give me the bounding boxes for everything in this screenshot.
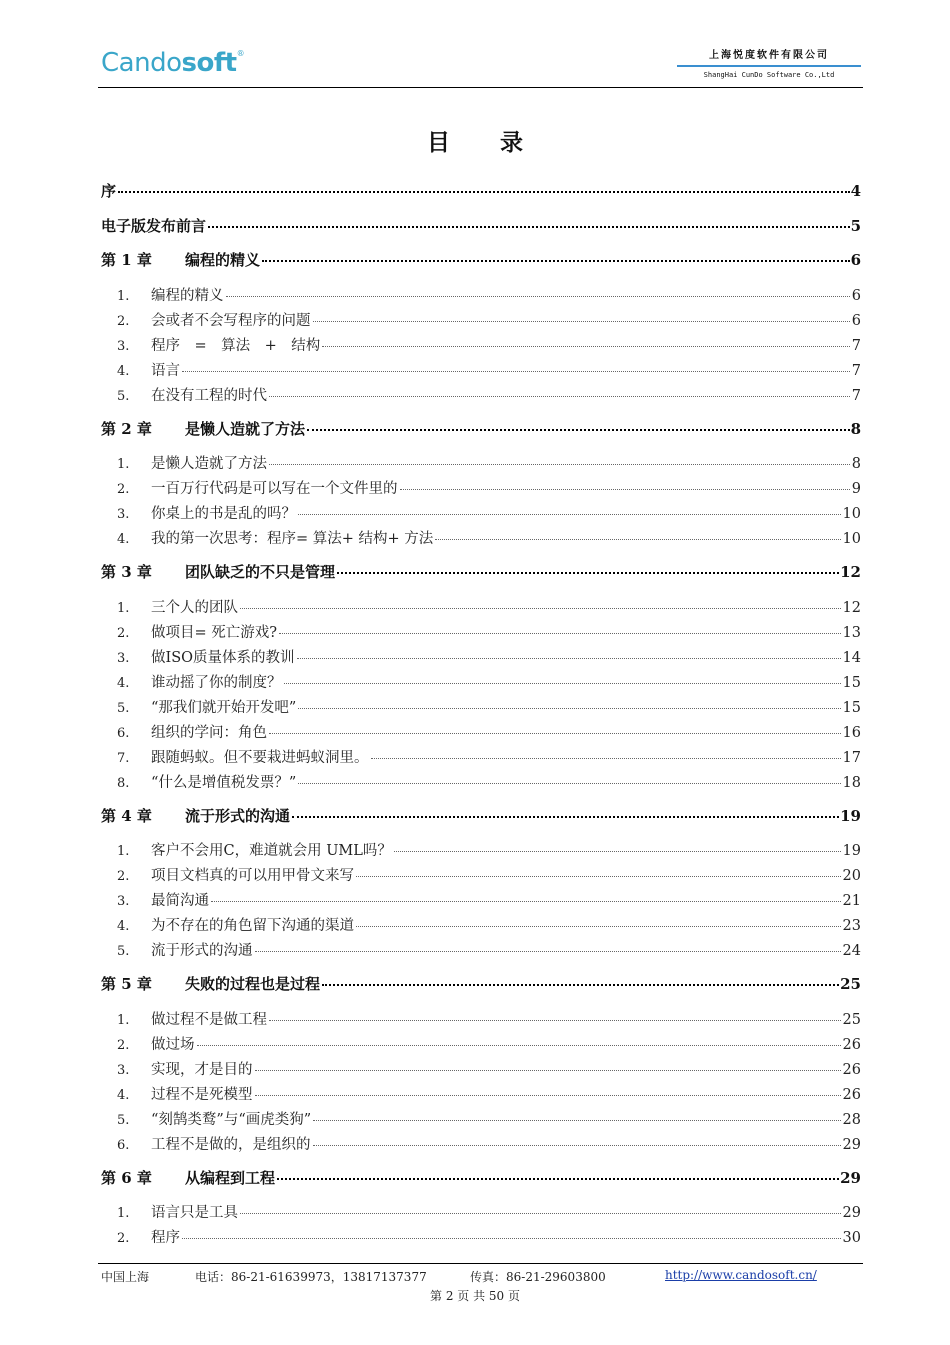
toc-chapter-entry[interactable] (101, 561, 861, 582)
toc-section-number: 3. (117, 339, 130, 354)
toc-section-entry[interactable] (101, 502, 861, 523)
toc-entry-title: 做ISO质量体系的教训 (151, 650, 295, 666)
toc-chapter-label: 第 5 章 (101, 975, 152, 993)
toc-leader-dots (313, 321, 850, 322)
toc-section-entry[interactable] (101, 939, 861, 960)
toc-entry-title: 最简沟通 (151, 893, 209, 909)
toc-section-number: 4. (117, 919, 130, 934)
toc-entry-title: 一百万行代码是可以写在一个文件里的 (151, 481, 398, 497)
toc-leader-dots (269, 464, 850, 465)
page-number: 第 2 页 共 50 页 (430, 1289, 520, 1303)
toc-entry-title: 程序 (151, 1230, 180, 1246)
toc-leader-dots (197, 1045, 841, 1046)
toc-entry-title: 会或者不会写程序的问题 (151, 313, 311, 329)
toc-entry-title: 编程的精义 (185, 251, 261, 269)
toc-leader-dots (211, 901, 841, 902)
toc-entry-title: 是懒人造就了方法 (185, 420, 306, 438)
toc-entry-title: 跟随蚂蚁。但不要栽进蚂蚁洞里。 (151, 750, 369, 766)
toc-leader-dots (322, 346, 849, 347)
toc-leader-dots (255, 951, 841, 952)
company-name-en: ShangHai CunDo Software Co.,Ltd (703, 71, 835, 79)
toc-entry-title: 组织的学问：角色 (151, 725, 267, 741)
toc-entry-title: “什么是增值税发票？” (151, 775, 297, 791)
toc-entry-title: 工程不是做的，是组织的 (151, 1137, 311, 1153)
toc-entry-title: 做过场 (151, 1037, 195, 1053)
toc-section-entry[interactable] (101, 1226, 861, 1247)
toc-section-number: 5. (117, 1113, 130, 1128)
toc-page-number: 26 (842, 1087, 861, 1103)
toc-page-number: 4 (850, 182, 861, 200)
toc-entry-title: 流于形式的沟通 (151, 943, 253, 959)
toc-chapter-label: 第 6 章 (101, 1169, 152, 1187)
toc-page-number: 24 (842, 943, 861, 959)
toc-section-entry[interactable] (101, 771, 861, 792)
toc-entry-title: 做项目= 死亡游戏? (151, 625, 278, 641)
toc-entry-title: 过程不是死模型 (151, 1087, 253, 1103)
toc-leader-dots (240, 608, 841, 609)
toc-leader-dots (356, 926, 841, 927)
toc-page-number: 13 (842, 625, 861, 641)
toc-leader-dots (298, 514, 841, 515)
toc-leader-dots (262, 260, 850, 262)
toc-entry-title: 谁动摇了你的制度？ (151, 675, 282, 691)
toc-section-entry[interactable] (101, 527, 861, 548)
toc-page-number: 25 (842, 1012, 861, 1028)
toc-leader-dots (356, 876, 841, 877)
toc-section-number: 6. (117, 1138, 130, 1153)
toc-chapter-label: 第 1 章 (101, 251, 152, 269)
toc-section-number: 1. (117, 1206, 130, 1221)
toc-leader-dots (371, 758, 841, 759)
toc-leader-dots (118, 191, 850, 193)
toc-entry-title: 从编程到工程 (185, 1169, 276, 1187)
toc-page-number: 19 (842, 843, 861, 859)
toc-section-number: 2. (117, 869, 130, 884)
toc-section-number: 3. (117, 1063, 130, 1078)
toc-section-entry[interactable] (101, 746, 861, 767)
toc-page-number: 10 (842, 531, 861, 547)
toc-page-number: 6 (851, 288, 861, 304)
toc-page-number: 23 (842, 918, 861, 934)
toc-leader-dots (313, 1120, 840, 1121)
toc-section-number: 1. (117, 601, 130, 616)
toc-entry-title: 程序 = 算法 + 结构 (151, 338, 321, 354)
footer-fax: 传真：86-21-29603800 (470, 1270, 606, 1284)
toc-entry-title: “那我们就开始开发吧” (151, 700, 297, 716)
toc-section-number: 4. (117, 676, 130, 691)
toc-page-number: 8 (850, 420, 861, 438)
toc-section-number: 1. (117, 1013, 130, 1028)
toc-leader-dots (226, 296, 850, 297)
toc-page-number: 20 (842, 868, 861, 884)
toc-section-number: 3. (117, 651, 130, 666)
toc-section-entry[interactable] (101, 914, 861, 935)
toc-page-number: 12 (840, 563, 861, 581)
footer-website-link[interactable]: http://www.candosoft.cn/ (665, 1268, 817, 1282)
toc-section-number: 1. (117, 457, 130, 472)
toc-page-number: 30 (842, 1230, 861, 1246)
toc-entry-title: 在没有工程的时代 (151, 388, 267, 404)
toc-section-entry[interactable] (101, 1201, 861, 1222)
toc-section-number: 1. (117, 289, 130, 304)
toc-page-number: 7 (851, 388, 861, 404)
toc-section-number: 2. (117, 314, 130, 329)
toc-chapter-entry[interactable] (101, 973, 861, 994)
toc-section-entry[interactable] (101, 1058, 861, 1079)
toc-section-entry[interactable] (101, 646, 861, 667)
toc-page-number: 17 (842, 750, 861, 766)
toc-entry-title: “刻鹄类鹜”与“画虎类狗” (151, 1112, 312, 1128)
toc-section-entry[interactable] (101, 384, 861, 405)
toc-section-number: 1. (117, 844, 130, 859)
toc-page-number: 26 (842, 1062, 861, 1078)
toc-leader-dots (292, 816, 839, 818)
toc-page-number: 10 (842, 506, 861, 522)
toc-entry-title: 语言 (151, 363, 180, 379)
toc-page-number: 12 (842, 600, 861, 616)
toc-page-number: 29 (840, 1169, 861, 1187)
toc-page-number: 8 (851, 456, 861, 472)
toc-section-number: 5. (117, 389, 130, 404)
toc-leader-dots (284, 683, 841, 684)
toc-page-number: 19 (840, 807, 861, 825)
toc-page-number: 18 (842, 775, 861, 791)
toc-chapter-entry[interactable] (101, 180, 861, 201)
toc-entry-title: 实现，才是目的 (151, 1062, 253, 1078)
toc-leader-dots (277, 1178, 839, 1180)
toc-chapter-entry[interactable] (101, 249, 861, 270)
toc-section-entry[interactable] (101, 359, 861, 380)
toc-leader-dots (240, 1213, 841, 1214)
toc-chapter-label: 第 2 章 (101, 420, 152, 438)
toc-chapter-entry[interactable] (101, 418, 861, 439)
toc-page-number: 21 (842, 893, 861, 909)
company-logo (101, 50, 244, 76)
toc-entry-title: 项目文档真的可以用甲骨文来写 (151, 868, 354, 884)
toc-leader-dots (269, 1020, 841, 1021)
toc-section-entry[interactable] (101, 309, 861, 330)
toc-page-number: 6 (850, 251, 861, 269)
toc-entry-title: 语言只是工具 (151, 1205, 238, 1221)
toc-page-number: 25 (840, 975, 861, 993)
toc-page-number: 26 (842, 1037, 861, 1053)
toc-page-number: 28 (842, 1112, 861, 1128)
toc-section-number: 5. (117, 944, 130, 959)
toc-section-number: 2. (117, 626, 130, 641)
title-char-left: 目 (427, 130, 450, 156)
toc-section-entry[interactable] (101, 284, 861, 305)
toc-entry-title: 失败的过程也是过程 (185, 975, 321, 993)
toc-section-number: 2. (117, 1038, 130, 1053)
company-name-cn: 上海悦度软件有限公司 (709, 50, 829, 61)
toc-entry-title: 我的第一次思考：程序= 算法+ 结构+ 方法 (151, 531, 434, 547)
toc-section-number: 4. (117, 1088, 130, 1103)
toc-page-number: 14 (842, 650, 861, 666)
toc-chapter-entry[interactable] (101, 805, 861, 826)
toc-section-entry[interactable] (101, 696, 861, 717)
toc-page-number: 29 (842, 1205, 861, 1221)
toc-section-number: 3. (117, 507, 130, 522)
toc-page-number: 7 (851, 363, 861, 379)
toc-leader-dots (255, 1095, 841, 1096)
toc-section-entry[interactable] (101, 1083, 861, 1104)
registered-mark: ® (236, 49, 245, 58)
toc-page-number: 5 (850, 217, 861, 235)
toc-entry-title: 团队缺乏的不只是管理 (185, 563, 336, 581)
toc-chapter-label: 第 3 章 (101, 563, 152, 581)
toc-section-entry[interactable] (101, 334, 861, 355)
toc-entry-title: 客户不会用C，难道就会用 UML吗？ (151, 843, 392, 859)
toc-leader-dots (182, 371, 850, 372)
toc-leader-dots (298, 783, 840, 784)
footer-location: 中国上海 (101, 1270, 150, 1284)
toc-leader-dots (337, 572, 839, 574)
toc-section-entry[interactable] (101, 452, 861, 473)
toc-entry-title: 编程的精义 (151, 288, 224, 304)
toc-section-entry[interactable] (101, 621, 861, 642)
toc-entry-title: 做过程不是做工程 (151, 1012, 267, 1028)
toc-chapter-entry[interactable] (101, 215, 861, 236)
toc-page-number: 6 (851, 313, 861, 329)
toc-entry-title: 三个人的团队 (151, 600, 238, 616)
toc-leader-dots (208, 226, 850, 228)
toc-leader-dots (182, 1238, 841, 1239)
toc-section-number: 3. (117, 894, 130, 909)
toc-section-entry[interactable] (101, 477, 861, 498)
toc-section-entry[interactable] (101, 671, 861, 692)
logo-text-soft: soft (181, 48, 237, 78)
toc-section-number: 5. (117, 701, 130, 716)
toc-section-entry[interactable] (101, 721, 861, 742)
toc-section-entry[interactable] (101, 839, 861, 860)
toc-section-entry[interactable] (101, 889, 861, 910)
toc-section-number: 4. (117, 364, 130, 379)
logo-text-cando: Cando (101, 48, 182, 78)
toc-section-entry[interactable] (101, 1008, 861, 1029)
header-divider (98, 87, 863, 88)
page-title (0, 124, 950, 157)
toc-section-number: 7. (117, 751, 130, 766)
toc-section-entry[interactable] (101, 596, 861, 617)
toc-leader-dots (279, 633, 841, 634)
toc-entry-title: 你桌上的书是乱的吗？ (151, 506, 296, 522)
toc-page-number: 15 (842, 675, 861, 691)
toc-page-number: 9 (851, 481, 861, 497)
toc-entry-title: 是懒人造就了方法 (151, 456, 267, 472)
title-char-right: 录 (500, 130, 523, 156)
toc-section-number: 2. (117, 482, 130, 497)
toc-page-number: 15 (842, 700, 861, 716)
toc-leader-dots (307, 429, 850, 431)
toc-leader-dots (297, 658, 841, 659)
toc-chapter-label: 第 4 章 (101, 807, 152, 825)
toc-chapter-entry[interactable] (101, 1167, 861, 1188)
toc-entry-title: 流于形式的沟通 (185, 807, 291, 825)
toc-section-number: 2. (117, 1231, 130, 1246)
footer-divider (98, 1263, 863, 1264)
toc-section-entry[interactable] (101, 1108, 861, 1129)
toc-leader-dots (269, 733, 841, 734)
toc-leader-dots (400, 489, 850, 490)
toc-page-number: 7 (851, 338, 861, 354)
toc-leader-dots (435, 539, 840, 540)
toc-page-number: 16 (842, 725, 861, 741)
toc-leader-dots (255, 1070, 841, 1071)
toc-section-entry[interactable] (101, 1033, 861, 1054)
toc-leader-dots (298, 708, 840, 709)
toc-leader-dots (269, 396, 850, 397)
toc-leader-dots (322, 984, 839, 986)
toc-entry-title: 为不存在的角色留下沟通的渠道 (151, 918, 354, 934)
company-name-underline (677, 65, 861, 67)
toc-section-entry[interactable] (101, 864, 861, 885)
company-name-block (677, 49, 861, 80)
toc-section-number: 6. (117, 726, 130, 741)
toc-leader-dots (313, 1145, 841, 1146)
toc-entry-title: 序 (101, 182, 117, 200)
toc-entry-title: 电子版发布前言 (101, 217, 207, 235)
toc-section-number: 8. (117, 776, 130, 791)
toc-page-number: 29 (842, 1137, 861, 1153)
footer-phone: 电话：86-21-61639973，13817137377 (195, 1270, 427, 1284)
toc-section-entry[interactable] (101, 1133, 861, 1154)
toc-leader-dots (394, 851, 841, 852)
toc-section-number: 4. (117, 532, 130, 547)
